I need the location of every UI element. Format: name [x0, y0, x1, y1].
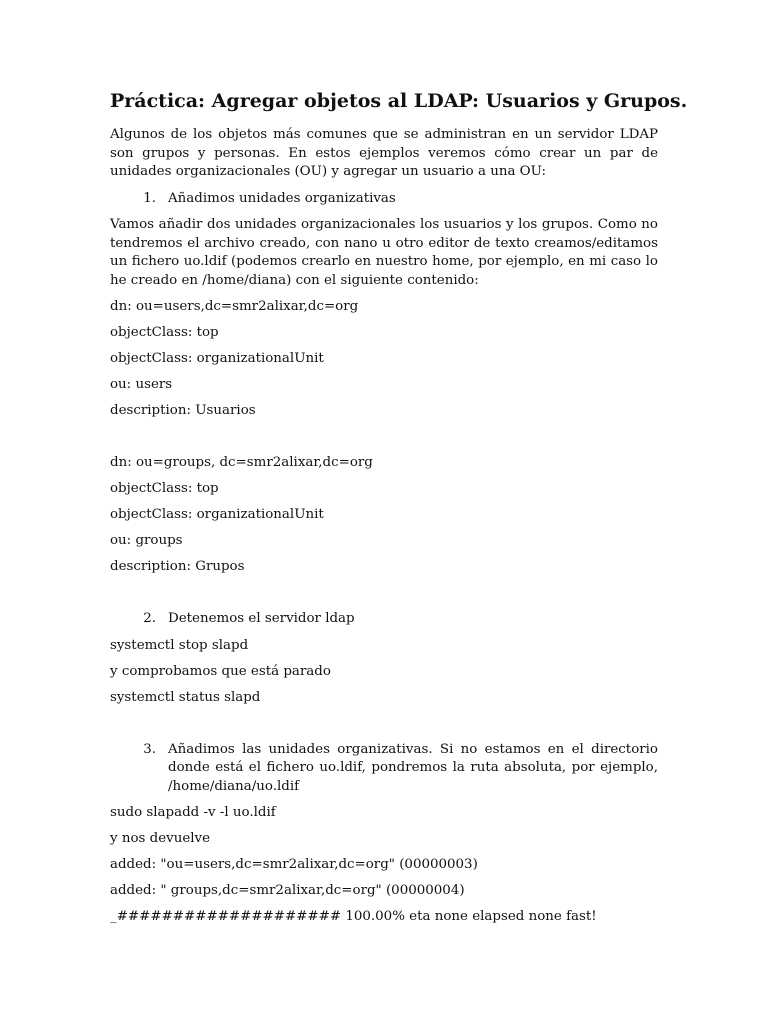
step-1-text: Añadimos unidades organizativas [168, 190, 396, 206]
document-page [110, 88, 688, 934]
ldif-groups-block [110, 454, 658, 577]
ldif-line: objectClass: organizationalUnit [110, 507, 324, 522]
step-1-number: 1. [143, 190, 156, 206]
command-line: systemctl status slapd [110, 689, 261, 705]
step-1-paragraph: Vamos añadir dos unidades organizacionales los usuarios y los grupos. Como no tendremos el archivo creado, con nano u otro editor de texto creamos/editamos un fichero uo.ldif (podemos crearlo en nuestro home, por ejemplo, en mi caso lo he creado en /home/diana) con el siguiente contenido: [110, 217, 658, 288]
blank-line [110, 584, 658, 610]
step-3-text: Añadimos las unidades organizativas. Si no estamos en el directorio donde está el fichero uo.ldif, pondremos la ruta absoluta, por ejemplo, /home/diana/uo.ldif [168, 741, 658, 794]
step-3 [110, 741, 658, 797]
text-line: y nos devuelve [110, 831, 211, 846]
ldif-line: ou: users [110, 377, 173, 392]
output-line: _#################### 100.00% eta none elapsed none fast! [110, 909, 597, 924]
blank-line [110, 715, 658, 741]
ldif-users-block [110, 298, 658, 421]
step-2 [110, 610, 658, 629]
step-2-commands [110, 637, 658, 708]
text-line: y comprobamos que está parado [110, 663, 331, 679]
step-3-number: 3. [143, 741, 156, 757]
command-line: systemctl stop slapd [110, 637, 249, 653]
ldif-line: ou: groups [110, 533, 183, 548]
step-1 [110, 190, 658, 209]
ldif-line: objectClass: top [110, 325, 219, 340]
step-3-commands [110, 804, 658, 927]
ldif-line: objectClass: organizationalUnit [110, 351, 324, 366]
ldif-line: description: Grupos [110, 559, 245, 574]
ldif-line: dn: ou=groups, dc=smr2alixar,dc=org [110, 455, 373, 470]
blank-line [110, 428, 658, 454]
ldif-line: dn: ou=users,dc=smr2alixar,dc=org [110, 299, 359, 314]
output-line: added: " groups,dc=smr2alixar,dc=org" (00000004) [110, 883, 465, 898]
step-2-number: 2. [143, 611, 156, 626]
ldif-line: objectClass: top [110, 481, 219, 496]
intro-paragraph: Algunos de los objetos más comunes que se administran en un servidor LDAP son grupos y personas. En estos ejemplos veremos cómo crear un par de unidades organizacionales (OU) y agregar un usuario a una OU: [110, 127, 658, 179]
document-title: Práctica: Agregar objetos al LDAP: Usuarios y Grupos. [110, 90, 688, 112]
ldif-line: description: Usuarios [110, 403, 256, 418]
step-2-text: Detenemos el servidor ldap [168, 611, 355, 626]
output-line: added: "ou=users,dc=smr2alixar,dc=org" (00000003) [110, 857, 478, 872]
command-line: sudo slapadd -v -l uo.ldif [110, 805, 276, 820]
